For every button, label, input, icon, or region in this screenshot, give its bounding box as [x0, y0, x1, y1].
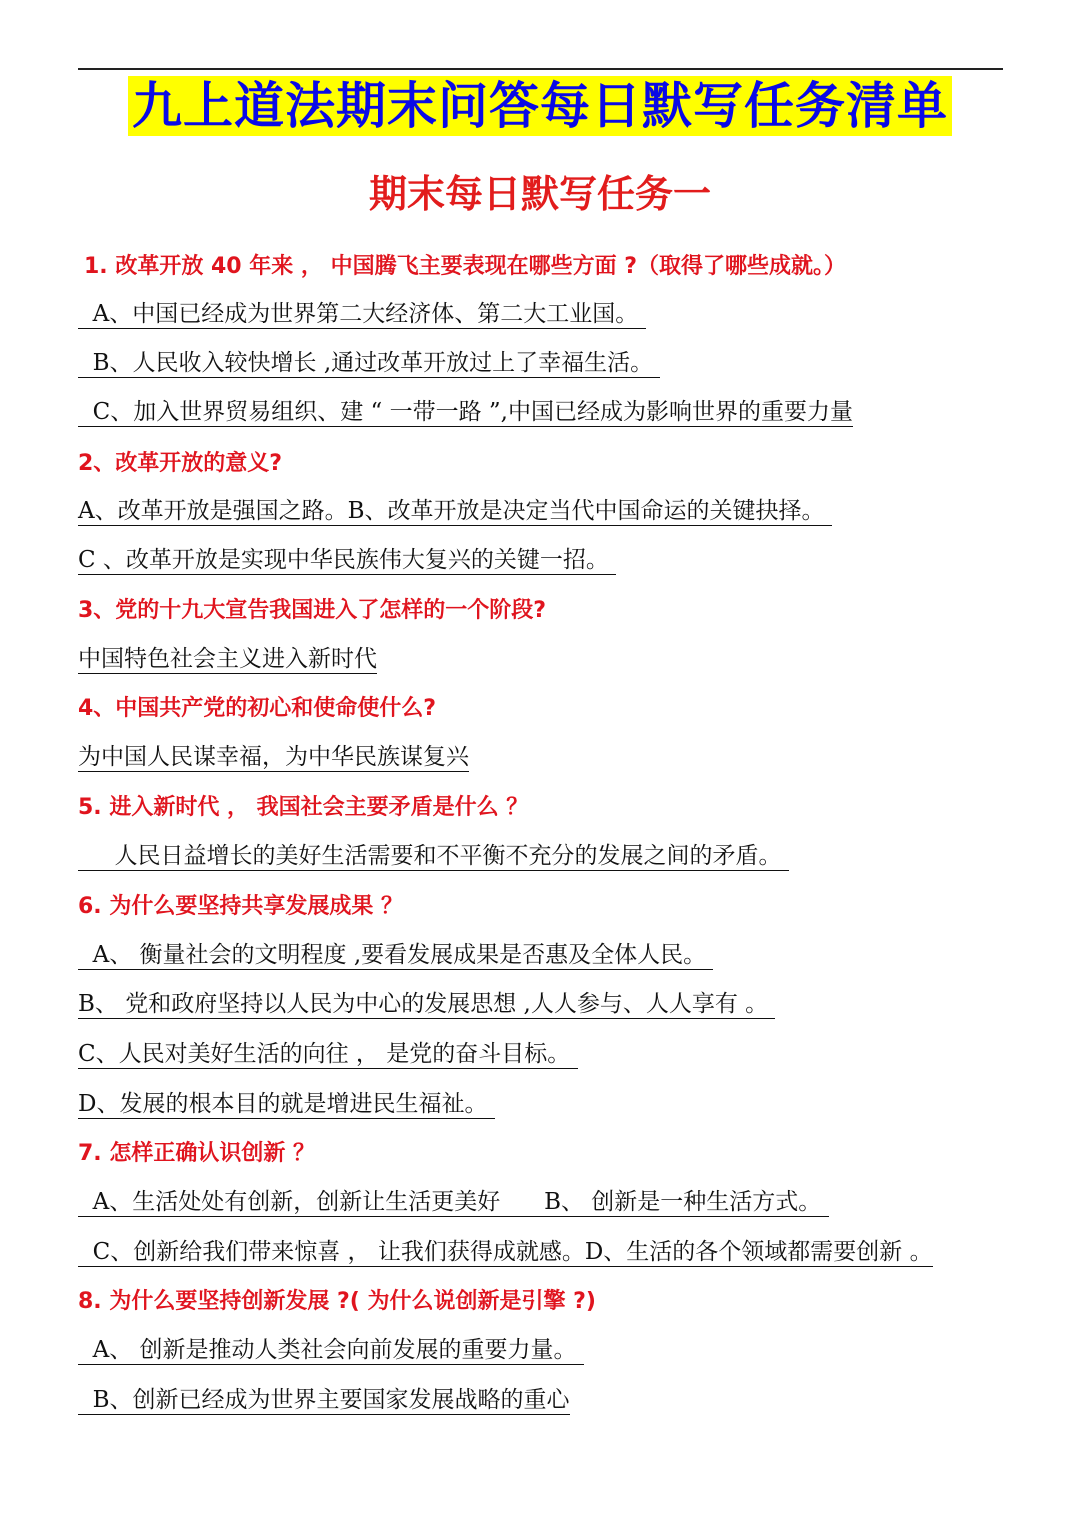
question-text: 4、中国共产党的初心和使命使什么?	[78, 696, 437, 721]
answer-line	[78, 1038, 578, 1070]
answer-line	[78, 840, 789, 872]
answer-text: D、发展的根本目的就是增进民生福祉。	[78, 1091, 495, 1117]
answer-line	[78, 1186, 829, 1218]
answer-line	[78, 544, 616, 576]
answer-text: C、人民对美好生活的向往 ， 是党的奋斗目标。	[78, 1041, 578, 1067]
question-line	[78, 890, 403, 923]
answer-text: C、加入世界贸易组织、建 “ 一带一路 ”,中国已经成为影响世界的重要力量	[78, 399, 853, 425]
question-text: 1. 改革开放 40 年来 ， 中国腾飞主要表现在哪些方面 ?（取得了哪些成就。）	[84, 254, 846, 279]
answer-line	[78, 347, 660, 379]
question-line	[84, 250, 846, 283]
answer-line	[78, 298, 646, 330]
answer-text: B、 党和政府坚持以人民为中心的发展思想 ,人人参与、人人享有 。	[78, 991, 776, 1017]
question-text: 2、改革开放的意义?	[78, 451, 283, 476]
question-text: 7. 怎样正确认识创新 ？	[78, 1141, 315, 1166]
question-line	[78, 1285, 596, 1318]
question-text: 3、党的十九大宣告我国进入了怎样的一个阶段?	[78, 598, 547, 623]
answer-line	[78, 1088, 495, 1120]
answer-text: B、人民收入较快增长 ,通过改革开放过上了幸福生活。	[78, 350, 661, 376]
answer-text: 人民日益增长的美好生活需要和不平衡不充分的发展之间的矛盾。	[78, 843, 789, 869]
question-line	[78, 594, 546, 627]
question-text: 8. 为什么要坚持创新发展 ?( 为什么说创新是引擎 ?)	[78, 1289, 596, 1314]
page-title: 九上道法期末问答每日默写任务清单	[128, 76, 952, 136]
answer-line	[78, 495, 832, 527]
answer-text: A、改革开放是强国之路。B、改革开放是决定当代中国命运的关键抉择。	[78, 498, 832, 524]
answer-text: 中国特色社会主义进入新时代	[78, 646, 377, 672]
answer-text: A、中国已经成为世界第二大经济体、第二大工业国。	[78, 301, 646, 327]
answer-line	[78, 1236, 933, 1268]
answer-line	[78, 643, 377, 675]
answer-line	[78, 741, 469, 773]
answer-line	[78, 1334, 584, 1366]
section-subtitle: 期末每日默写任务一	[368, 172, 711, 216]
answer-text: A、 创新是推动人类社会向前发展的重要力量。	[78, 1337, 584, 1363]
answer-text: C 、改革开放是实现中华民族伟大复兴的关键一招。	[78, 547, 617, 573]
answer-text: 为中国人民谋幸福，为中华民族谋复兴	[78, 744, 469, 770]
answer-line	[78, 396, 853, 428]
answer-line	[78, 1384, 570, 1416]
question-line	[78, 692, 436, 725]
answer-line	[78, 939, 713, 971]
answer-text: C、创新给我们带来惊喜 ， 让我们获得成就感。D、生活的各个领域都需要创新 。	[78, 1239, 933, 1265]
question-line	[78, 791, 528, 824]
question-line	[78, 1137, 315, 1170]
question-line	[78, 447, 282, 480]
answer-text: A、生活处处有创新，创新让生活更美好 B、 创新是一种生活方式。	[78, 1189, 829, 1215]
answer-text: A、 衡量社会的文明程度 ,要看发展成果是否惠及全体人民。	[78, 942, 714, 968]
question-text: 6. 为什么要坚持共享发展成果 ？	[78, 894, 403, 919]
title-wrapper	[0, 76, 1080, 136]
answer-text: B、创新已经成为世界主要国家发展战略的重心	[78, 1387, 570, 1413]
answer-line	[78, 988, 775, 1020]
question-text: 5. 进入新时代 ， 我国社会主要矛盾是什么 ？	[78, 795, 529, 820]
top-rule	[78, 68, 1003, 70]
